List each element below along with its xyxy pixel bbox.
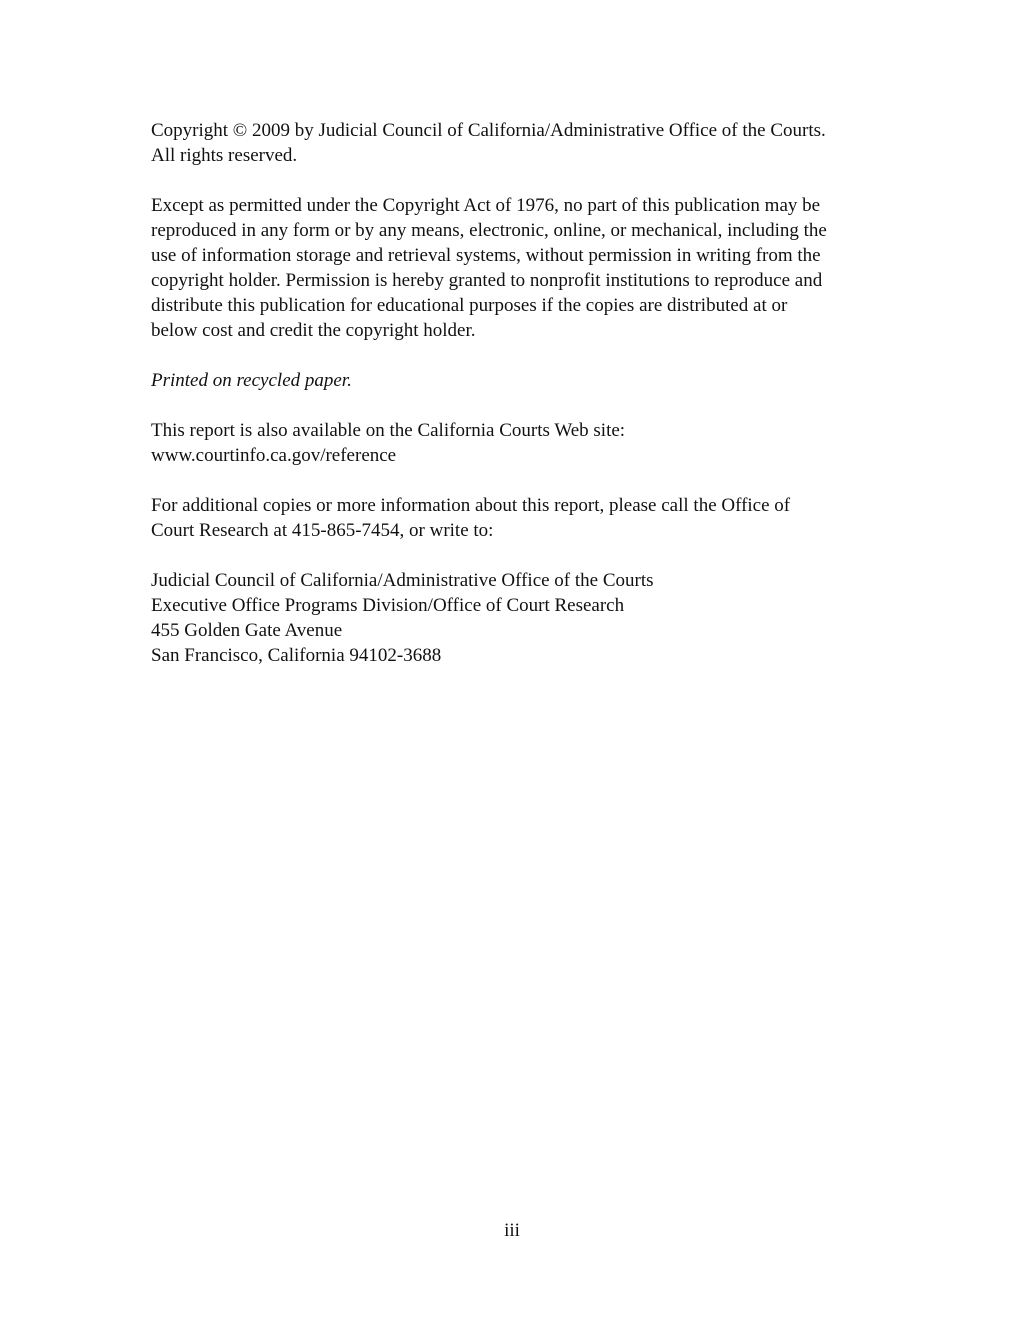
permission-line: distribute this publication for educational purposes if the copies are distributed at or bbox=[151, 295, 788, 316]
copyright-paragraph bbox=[151, 118, 881, 168]
address-line: Executive Office Programs Division/Office of Court Research bbox=[151, 595, 625, 616]
contact-line: For additional copies or more information about this report, please call the Office of bbox=[151, 495, 791, 516]
page-number: iii bbox=[504, 1220, 520, 1241]
permission-line: copyright holder. Permission is hereby granted to nonprofit institutions to reproduce and bbox=[151, 270, 823, 291]
address-line: 455 Golden Gate Avenue bbox=[151, 620, 343, 641]
permission-line: use of information storage and retrieval systems, without permission in writing from the bbox=[151, 245, 821, 266]
permission-paragraph bbox=[151, 193, 881, 343]
availability-line: This report is also available on the California Courts Web site: bbox=[151, 420, 626, 441]
permission-line: reproduced in any form or by any means, electronic, online, or mechanical, including the bbox=[151, 220, 827, 241]
permission-line: below cost and credit the copyright holder. bbox=[151, 320, 476, 341]
contact-line: Court Research at 415-865-7454, or write to: bbox=[151, 520, 494, 541]
address-line: Judicial Council of California/Administrative Office of the Courts bbox=[151, 570, 654, 591]
website-url: www.courtinfo.ca.gov/reference bbox=[151, 445, 397, 466]
permission-line: Except as permitted under the Copyright Act of 1976, no part of this publication may be bbox=[151, 195, 821, 216]
mailing-address bbox=[151, 568, 881, 668]
contact-paragraph bbox=[151, 493, 881, 543]
address-line: San Francisco, California 94102-3688 bbox=[151, 645, 442, 666]
recycled-note: Printed on recycled paper. bbox=[151, 370, 352, 391]
copyright-line: All rights reserved. bbox=[151, 145, 298, 166]
copyright-line: Copyright © 2009 by Judicial Council of California/Administrative Office of the Courts. bbox=[151, 120, 826, 141]
page-content bbox=[151, 118, 881, 693]
availability-paragraph bbox=[151, 418, 881, 468]
